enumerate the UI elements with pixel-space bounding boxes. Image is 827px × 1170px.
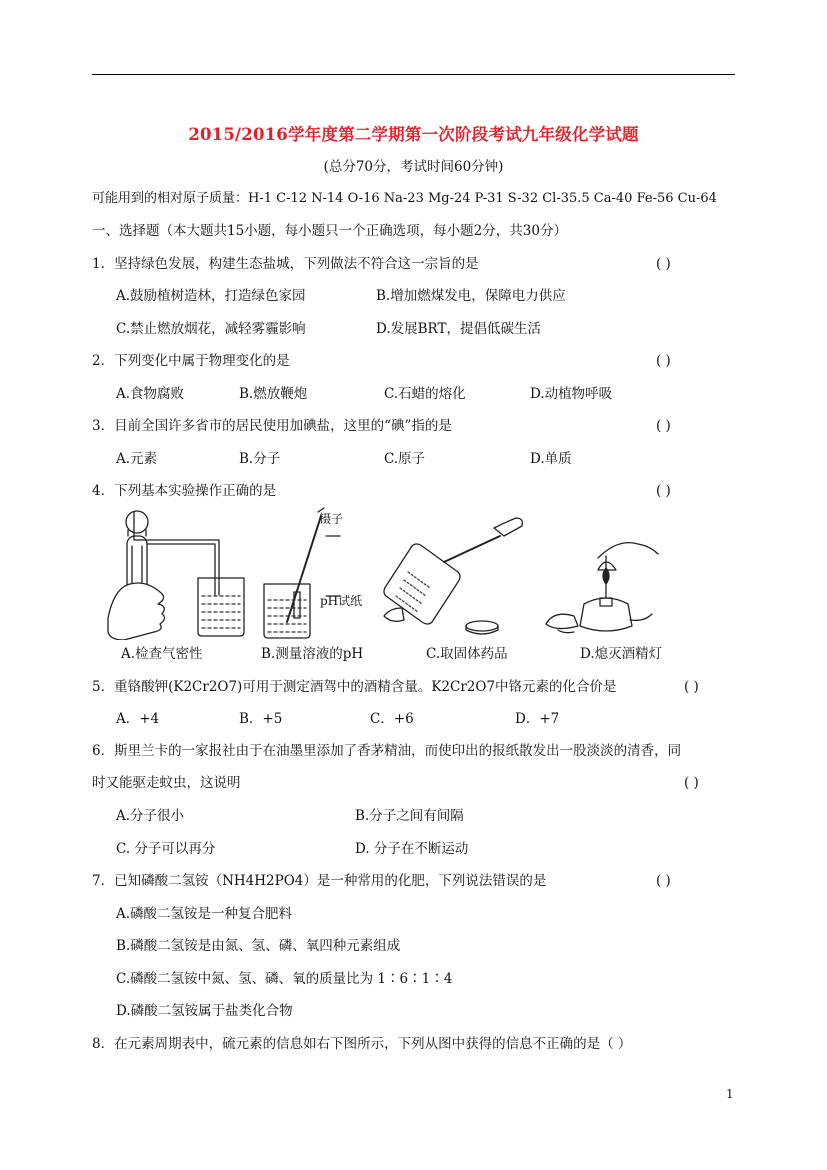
q1-option-c: C.禁止燃放烟花，减轻雾霾影响: [116, 321, 306, 337]
section-heading: 一、选择题（本大题共15小题，每小题只一个正确选项，每小题2分，共30分）: [92, 223, 567, 239]
question-3-stem: 3．目前全国许多省市的居民使用加碘盐，这里的“碘”指的是: [92, 418, 452, 434]
q1-option-a: A.鼓励植树造林，打造绿色家园: [116, 288, 306, 304]
question-5-stem: 5．重铬酸钾(K2Cr2O7)可用于测定酒驾中的酒精含量。K2Cr2O7中铬元素的化合价是: [92, 679, 617, 695]
q6-option-a: A.分子很小: [116, 808, 185, 824]
atomic-masses: 可能用到的相对原子质量：H-1 C-12 N-14 O-16 Na-23 Mg-24 P-31 S-32 Cl-35.5 Ca-40 Fe-56 Cu-64: [92, 191, 717, 206]
header-rule: [92, 74, 735, 75]
ph-paper-label: pH试纸: [320, 594, 363, 608]
answer-paren-7: ( ): [656, 873, 671, 889]
q4-option-a: A.检查气密性: [121, 646, 203, 662]
lab-operations-figure: [104, 500, 664, 640]
question-1-stem: 1．坚持绿色发展，构建生态盐城，下列做法不符合这一宗旨的是: [92, 256, 479, 272]
question-2-stem: 2．下列变化中属于物理变化的是: [92, 353, 290, 369]
q5-option-a: A．+4: [116, 711, 160, 727]
q7-option-b: B.磷酸二氢铵是由氮、氢、磷、氧四种元素组成: [116, 938, 401, 954]
q6-option-d: D. 分子在不断运动: [355, 841, 469, 857]
q7-option-c: C.磷酸二氢铵中氮、氢、磷、氧的质量比为 1∶6∶1∶4: [116, 971, 453, 987]
q1-option-b: B.增加燃煤发电，保障电力供应: [376, 288, 566, 304]
answer-paren-1: ( ): [656, 256, 671, 272]
question-6-stem-line2: 时又能驱走蚊虫，这说明: [92, 775, 241, 791]
page-number: 1: [726, 1087, 734, 1101]
tweezers-label: 镊子: [319, 512, 344, 526]
answer-paren-5: ( ): [684, 679, 699, 695]
q2-option-b: B.燃放鞭炮: [239, 386, 308, 402]
solid-reagent-illustration: [384, 518, 522, 634]
question-8-stem: 8．在元素周期表中，硫元素的信息如右下图所示，下列从图中获得的信息不正确的是（ ）: [92, 1036, 632, 1052]
airtightness-check-illustration: [108, 511, 244, 640]
q3-option-c: C.原子: [384, 451, 426, 467]
exam-subtitle: (总分70分，考试时间60分钟): [323, 159, 504, 175]
q4-option-d: D.熄灭酒精灯: [580, 646, 663, 662]
answer-paren-2: ( ): [656, 353, 671, 369]
q6-option-c: C. 分子可以再分: [116, 841, 216, 857]
q1-option-d: D.发展BRT，提倡低碳生活: [376, 321, 541, 337]
question-6-stem-line1: 6．斯里兰卡的一家报社由于在油墨里添加了香茅精油，而使印出的报纸散发出一股淡淡的清香，同: [92, 743, 682, 759]
q6-option-b: B.分子之间有间隔: [355, 808, 464, 824]
q7-option-d: D.磷酸二氢铵属于盐类化合物: [116, 1003, 293, 1019]
q2-option-c: C.石蜡的熔化: [384, 386, 466, 402]
q2-option-a: A.食物腐败: [116, 386, 185, 402]
q5-option-d: D．+7: [515, 711, 560, 727]
answer-paren-3: ( ): [656, 418, 671, 434]
q2-option-d: D.动植物呼吸: [530, 386, 613, 402]
answer-paren-4: ( ): [656, 483, 671, 499]
spirit-lamp-illustration: [546, 543, 658, 633]
exam-title: 2015/2016学年度第二学期第一次阶段考试九年级化学试题: [188, 125, 639, 144]
answer-paren-6: ( ): [684, 775, 699, 791]
q3-option-a: A.元素: [116, 451, 158, 467]
q4-option-c: C.取固体药品: [426, 646, 508, 662]
q4-option-b: B.测量溶液的pH: [261, 646, 364, 662]
question-7-stem: 7．已知磷酸二氢铵（NH4H2PO4）是一种常用的化肥，下列说法错误的是: [92, 873, 547, 889]
question-4-stem: 4．下列基本实验操作正确的是: [92, 483, 277, 499]
q3-option-b: B.分子: [239, 451, 281, 467]
q5-option-b: B．+5: [239, 711, 283, 727]
q3-option-d: D.单质: [530, 451, 572, 467]
q7-option-a: A.磷酸二氢铵是一种复合肥料: [116, 906, 293, 922]
q5-option-c: C．+6: [370, 711, 414, 727]
